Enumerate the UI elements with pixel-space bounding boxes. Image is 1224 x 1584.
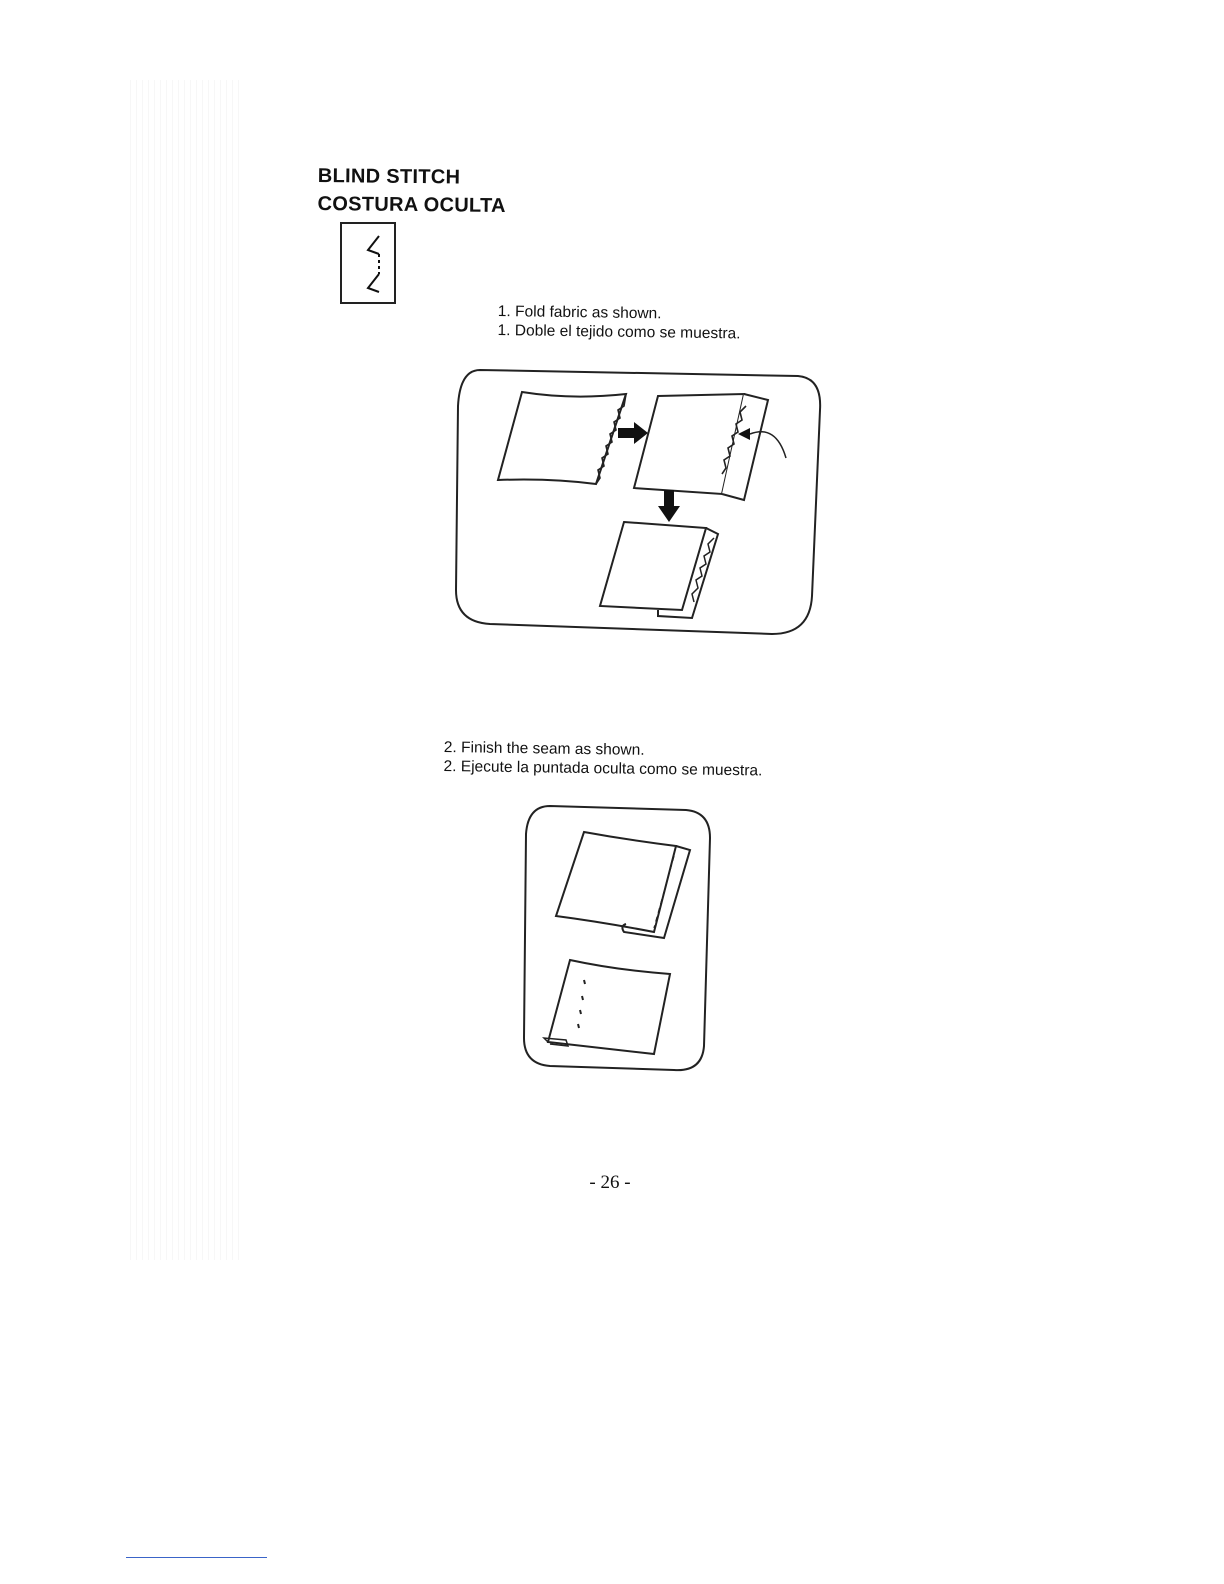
step-2-instructions	[443, 738, 762, 780]
heading-spanish: COSTURA OCULTA	[317, 192, 506, 217]
section-heading	[317, 162, 506, 220]
step-1-instructions	[497, 302, 740, 343]
fabric-piece-1	[498, 392, 626, 484]
step-2-english: 2. Finish the seam as shown.	[443, 738, 645, 759]
footnote-divider	[126, 1557, 267, 1558]
finished-hem-view	[544, 960, 670, 1054]
fabric-piece-3	[600, 522, 718, 618]
page-number: - 26 -	[589, 1172, 631, 1193]
fabric-folding-diagram	[452, 366, 824, 638]
heading-english: BLIND STITCH	[317, 164, 461, 189]
step-2-spanish: 2. Ejecute la puntada oculta como se muestra.	[443, 757, 763, 780]
arrow-right-icon	[618, 422, 648, 444]
blind-stitch-pattern-icon	[340, 222, 396, 304]
step-1-spanish: 1. Doble el tejido como se muestra.	[497, 321, 741, 343]
fabric-piece-2	[634, 394, 786, 500]
hem-stitching-view	[556, 832, 690, 938]
finished-blind-hem-diagram	[520, 802, 714, 1074]
step-1-english: 1. Fold fabric as shown.	[497, 302, 662, 323]
scan-shadow	[130, 80, 240, 1260]
arrow-down-icon	[658, 490, 680, 522]
